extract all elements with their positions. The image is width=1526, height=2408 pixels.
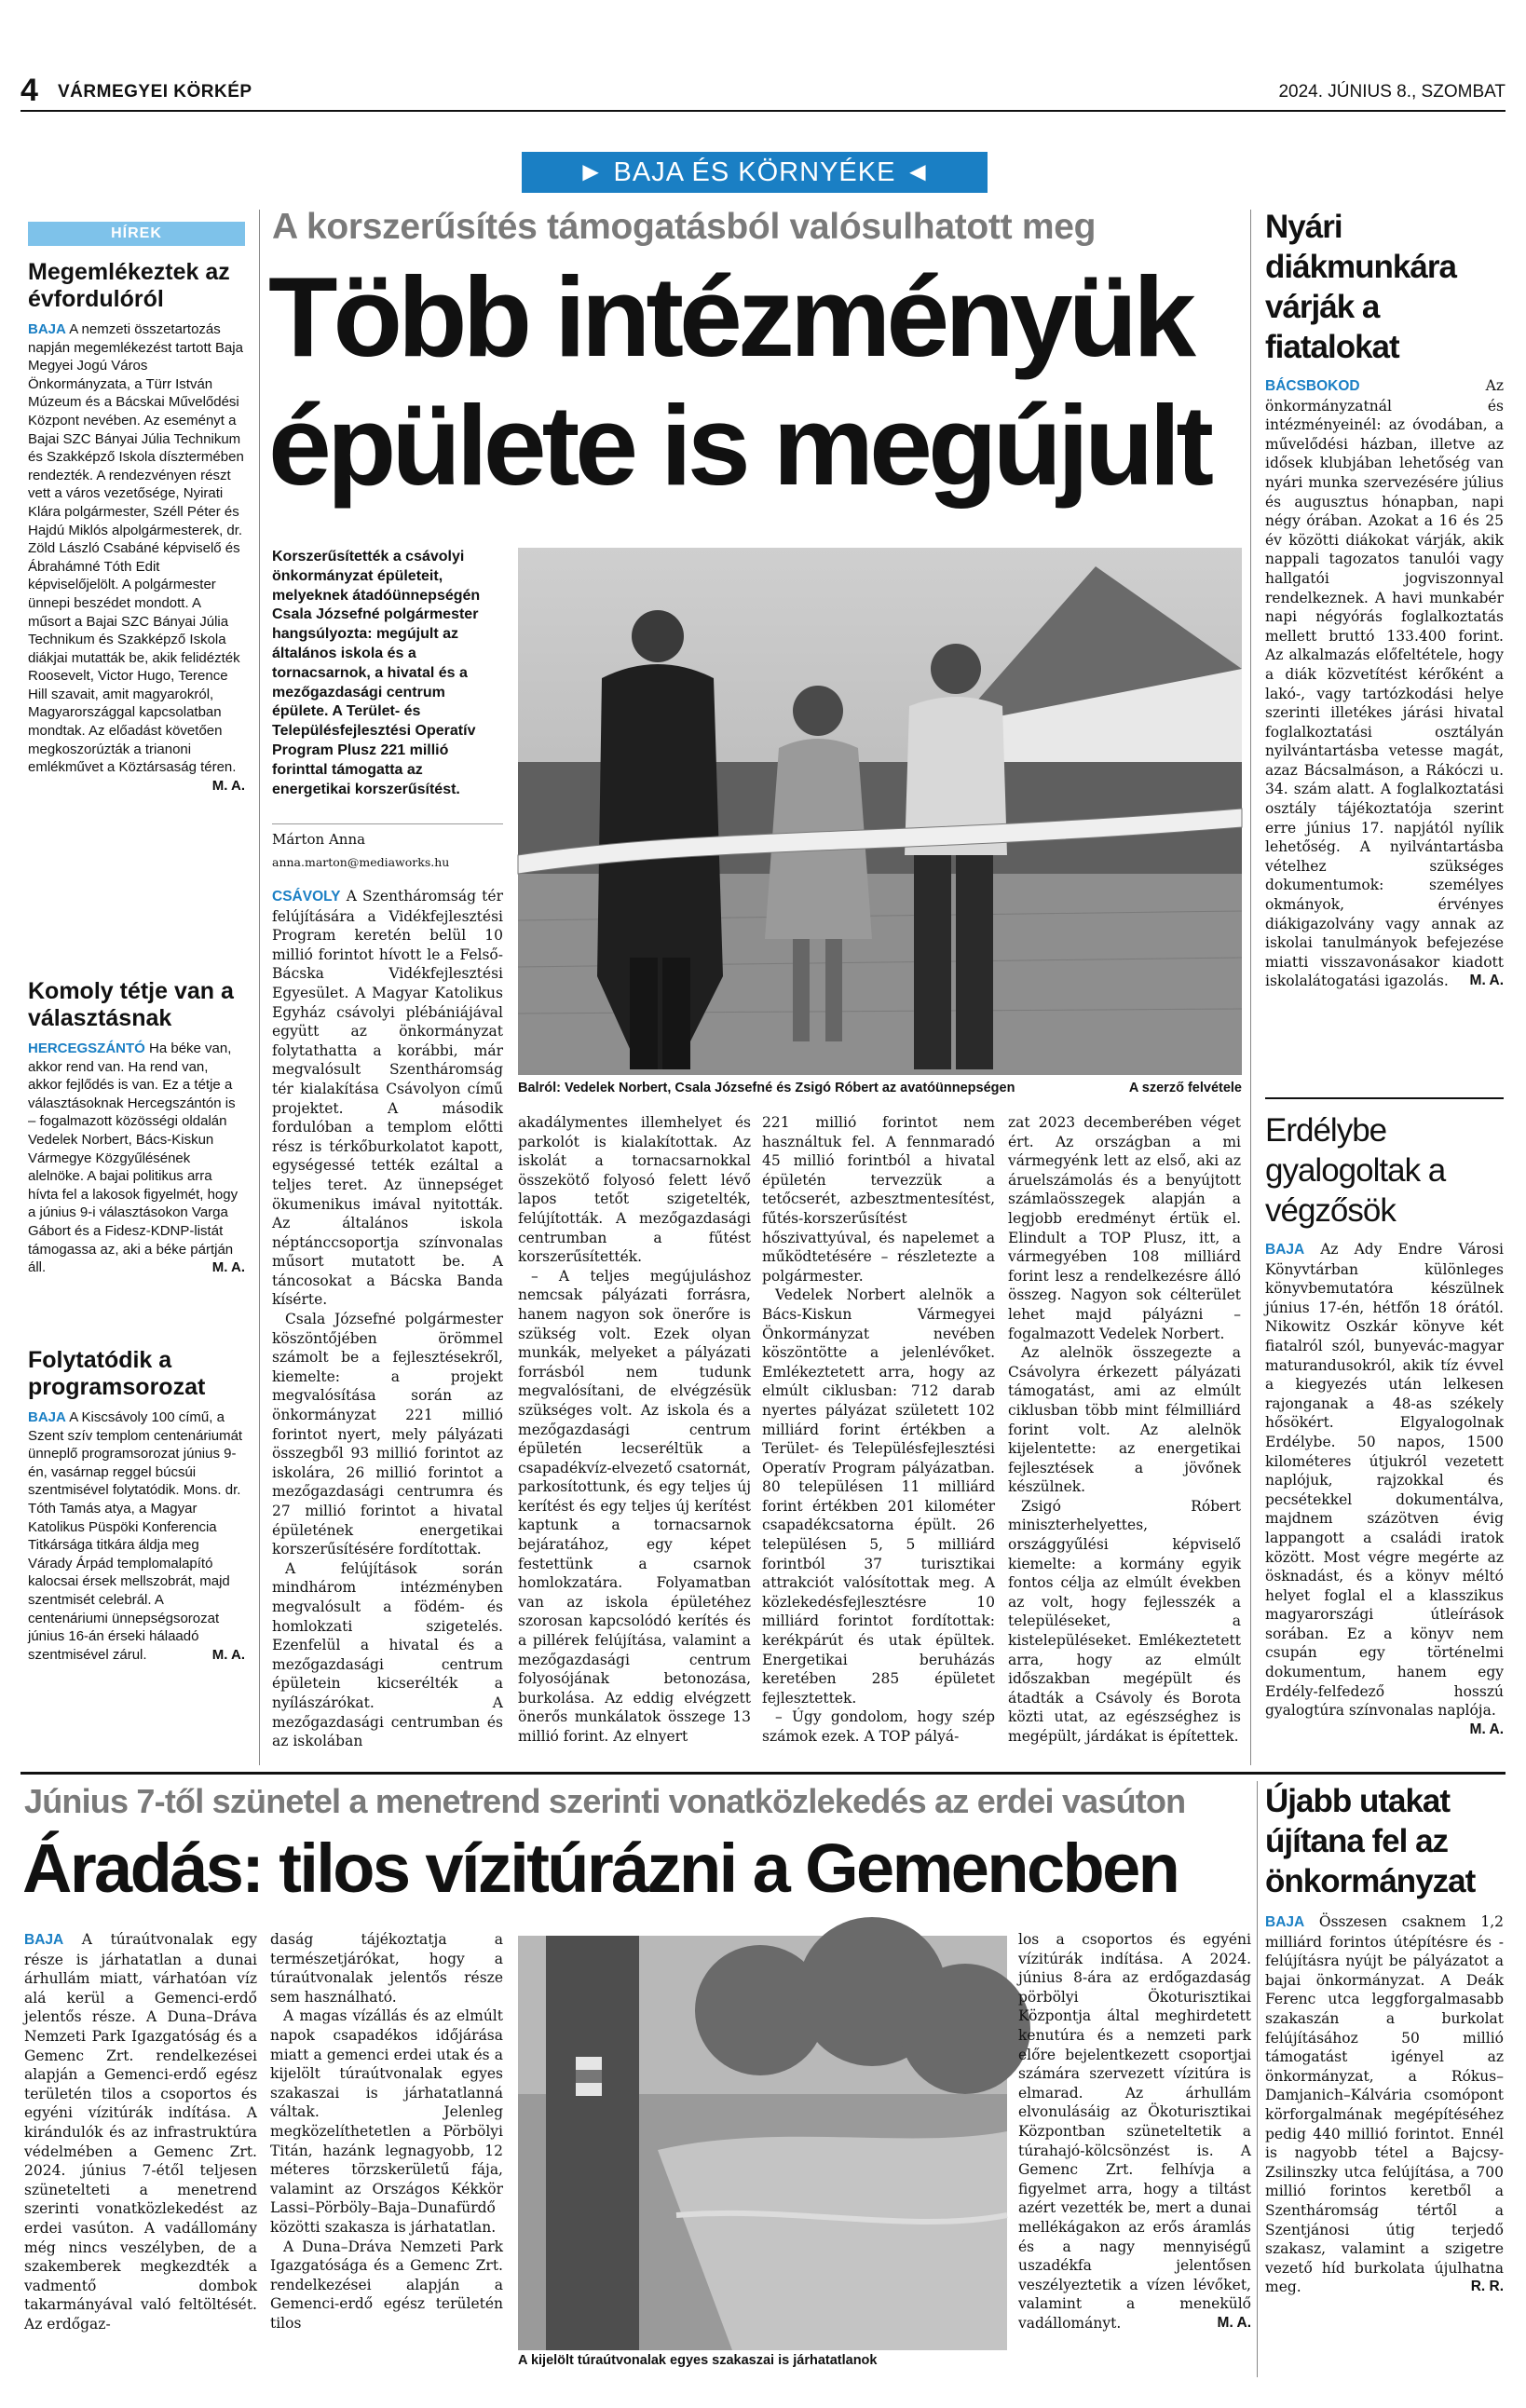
news-kicker: HERCEGSZÁNTÓ	[28, 1041, 145, 1056]
author-name: Márton Anna	[272, 831, 366, 848]
bottom-body-col2	[270, 1930, 503, 2396]
sidebar	[28, 222, 245, 1768]
paragraph: Vedelek Norbert alelnök a Bács-Kiskun Vármegyei Önkormányzat nevében köszöntötte a jelenlévőket. Emlékeztetett arra, hogy az elmúlt ciklusban: 712 darab nyertes pályázat született 102 milliárd forint értékben a Terület- és Településfejlesztési Operatív Program pályázatban. 80 településen 11 milliárd forint értékben 201 kilométer csapadékcsatorna épült. 26 településen 5, 5 milliárd forintból 37 turisztikai attrakciót valósítottak meg. A közlekedésfejlesztésre 10 milliárd forintot fordítottak: kerékpárút és utak épültek. Energetikai beruházás keretében 285 épületet fejlesztettek.	[762, 1286, 995, 1707]
article-kicker: BAJA	[1265, 1914, 1305, 1930]
section-divider	[20, 1772, 1506, 1775]
issue-date: 2024. JÚNIUS 8., SZOMBAT	[1278, 82, 1506, 102]
page-number: 4	[20, 73, 38, 108]
article-kicker: BÁCSBOKOD	[1265, 378, 1360, 394]
author-email: anna.marton@mediaworks.hu	[272, 855, 450, 869]
paragraph: Összesen csaknem 1,2 milliárd forintos útépítésre és -felújításra nyújt be pályázatot a bajai önkormányzat. A Deák Ferenc utca leggforgalmasabb szakaszán a burkolat felújításához 50 millió támogatást igényel az önkormányzat, a Rókus–Damjanich–Kálvária csomópont körforgalmának megépítéséhez pedig 440 millió forintot. Ennél is nagyobb tétel a Bajcsy-Zsilinszky utca felújítása, a 700 millió forintos keretből a Szentháromság tértől a Szentjánosi útig terjedő szakasz, valamint a szigetre vezető híd burkolata újulhatna meg.	[1265, 1913, 1504, 2296]
main-lead: Korszerűsítették a csávolyi önkormányzat épületeit, melyeknek átadóünnepségén Csala Józsefné polgármester hangsúlyozta: megújult az általános iskola és a tornacsarnok, a hivatal és a mezőgazdasági centrum épülete. A Terület- és Településfejlesztési Operatív Program Plusz 221 millió forinttal támogatta az energetikai korszerűsítést.	[272, 549, 481, 797]
main-photo	[518, 548, 1242, 1075]
news-kicker: BAJA	[28, 321, 66, 337]
article-signature: M. A.	[1217, 2314, 1251, 2331]
paragraph: A Szentháromság tér felújítására a Vidékfejlesztési Program keretén belül 10 millió forintot hívott le a Felső-Bácska Vidékfejlesztési Egyesület. A Magyar Katolikus Egyház csávolyi plébániájával együtt az önkormányzat folytathatta a korábbi, már megvalósult Szentháromság tér kialakítása Csávolyon című projektet. A második fordulóban a templom előtti rész is térkőburkolatot kapott, egységessé tették ezáltal a teljes teret. Az ünnepséget ökumenikus imával nyitották. Az általános iskola néptánccsoportja színvonalas műsort mutatott be. A táncosokat a Bácska Banda kísérte.	[272, 888, 503, 1309]
main-body-col2	[518, 1113, 751, 1745]
right-rule	[1265, 1097, 1504, 1099]
news-body: A Kiscsávoly 100 című, a Szent szív templom centenáriumát ünneplő programsorozat június 9-én, vasárnap reggel búcsúi szentmisével folytatódik. Mons. dr. Tóth Tamás atya, a Magyar Katolikus Püspöki Konferencia Titkársága titkára áldja meg Várady Árpád templomalapító kalocsai érsek mellszobrát, majd szentmisét celebrál. A centenáriumi ünnepségsorozat június 16-án érseki hálaadó szentmisével zárul.	[28, 1409, 243, 1663]
bottom-kicker-line: Június 7-től szünetel a menetrend szerinti vonatközlekedés az erdei vasúton	[24, 1782, 1186, 1820]
main-kicker-line: A korszerűsítés támogatásból valósulhatott meg	[272, 207, 1097, 247]
column-rule	[1257, 1781, 1258, 2377]
sidebar-news-item	[28, 965, 245, 1336]
header-rule	[20, 110, 1506, 112]
article-body	[1265, 376, 1504, 991]
paragraph: A túraútvonalak egy része is járhatatlan a dunai árhullám miatt, várhatóan víz alá kerül a Gemenci-erdő jelentős része. A Duna–Dráva Nemzeti Park Igazgatóság és a Gemenc Zrt. rendelkezései alapján a Gemenci-erdő egész területén tilos a csoportos és egyéni vízitúrák indítása. A kirándulók és az infrastruktúra védelmében a Gemenc Zrt. 2024. június 7-étől teljesen szünetelteti a menetrend szerinti vonatközlekedést az erdei vasúton. A vadállomány még nincs veszélyben, de a szakemberek megkezdték a vadmentő dombok takarmányával való feltöltését. Az erdőgaz-	[24, 1931, 257, 2333]
photo-credit: A szerző felvétele	[1128, 1081, 1242, 1095]
right-article-1	[1265, 207, 1504, 1087]
paragraph: Az önkormányzatnál és intézményeinél: az óvodában, a művelődési házban, illetve az idősek klubjában lehetőség van nyári munka szervezésére július és augusztus hónapban, napi négy órában. Azokat a 16 és 25 év közötti diákokat várják, akik nappali tagozatos tanulói vagy hallgatói jogviszonnyal rendelkeznek. A havi munkabér napi négyórás foglalkoztatás mellett bruttó 133.400 forint. Az alkalmazás előfeltétele, hogy a diák közvetítést kérőként a lakó-, vagy tartózkodási helye szerinti illetékes járási hivatal foglalkoztatási osztályán nyilvántartásba vetesse magát, azaz Bácsalmáson, a Rákóczi u. 34. szám alatt. A foglalkoztatási osztály tájékoztatója szerint erre június 17. napjától nyílik lehetőség. A nyilvántartásba vételhez szükséges dokumentumok: személyes okmányok, érvényes diákigazolvány vagy annak az iskolai tanulmányok befejezése miatti visszavonásakor kiadott iskolalátogatási igazolás.	[1265, 377, 1504, 990]
paragraph: – A teljes megújuláshoz nemcsak pályázati forrásra, hanem nagyon sok önerőre is szükség volt. Ezek olyan munkák, melyeket a pályázati forrásból nem tudunk megvalósítani, de elvégzésük szükséges volt. Az iskola és a mezőgazdasági centrum épületén lecseréltük a csapadékvíz-elvezető csatornát, parkosítottunk, és egy teljes új kerítést és egy teljes új kerítést kaptunk a tornacsarnok bejáratához, egy képet festettünk a csarnok homlokzatára. Folyamatban van az iskola épületéhez szorosan kapcsolódó kerítés és a pillérek felújítása, valamint a mezőgazdasági centrum folyosójának betonozása, burkolása. Az eddig elvégzett önerős munkálatok összege 13 millió forint. Az elnyert	[518, 1267, 751, 1745]
article-body	[1265, 1912, 1504, 2297]
news-title: Folytatódik a programsorozat	[28, 1347, 206, 1400]
main-body-col4	[1008, 1113, 1241, 1745]
lead-rule	[272, 823, 503, 824]
flooded-forest-photo	[518, 1936, 1007, 2350]
bottom-photo-caption: A kijelölt túraútvonalak egyes szakaszai is járhatatlanok	[518, 2353, 878, 2368]
ribbon-cutting-photo	[518, 548, 1242, 1075]
paragraph: – Úgy gondolom, hogy szép számok ezek. A TOP pályá-	[762, 1708, 995, 1745]
main-body-col1	[272, 887, 503, 1750]
news-title: Megemlékeztek az évfordulóról	[28, 259, 230, 312]
news-signature: M. A.	[211, 777, 245, 794]
sidebar-tag: HÍREK	[28, 222, 245, 246]
article-body	[1265, 1240, 1504, 1737]
article-signature: R. R.	[1470, 2279, 1504, 2295]
right-article-2	[1265, 1110, 1504, 1770]
article-title: Erdélybe gyalogoltak a végzősök	[1265, 1112, 1446, 1229]
sidebar-news-item	[28, 259, 245, 965]
page-header	[20, 73, 1506, 110]
main-body-col3	[762, 1113, 995, 1745]
main-kicker: CSÁVOLY	[272, 889, 341, 905]
news-signature: M. A.	[211, 1646, 245, 1663]
section-banner: ► BAJA ÉS KÖRNYÉKE ◄	[522, 152, 988, 193]
paragraph: Csala Józsefné polgármester köszöntőjében örömmel számolt be a fejlesztésekről, kiemelte: a projekt megvalósítása során az önkormányzat 221 millió forintot nyert, mely pályázati összegből 93 millió forintot az iskolára, 26 millió forintot a mezőgazdasági centrumra és 27 millió forintot a hivatal épületének energetikai korszerűsítésére fordítottak.	[272, 1311, 503, 1558]
article-title: Nyári diákmunkára várják a fiatalokat	[1265, 209, 1456, 365]
paragraph: A magas vízállás és az elmúlt napok csapadékos időjárása miatt a gemenci erdei utak és a kijelölt túraútvonalak egyes szakaszai is járhatatlanná váltak. Jelenleg megközelíthetetlen a Pörbölyi Titán, hazánk legnagyobb, 12 méteres törzskerületű fája, valamint az Országos Kékkör Lassi–Pörböly–Baja–Dunafürdő közötti szakasza is járhatatlan.	[270, 2007, 503, 2236]
paragraph: los a csoportos és egyéni vízitúrák indítása. A 2024. június 8-ára az erdőgazdaság pörbölyi Ökoturisztikai Központja által meghirdetett kenutúra és a nemzeti park előre bejelentkezett csoportjai számára szervezett vízitúra is elmarad. Az árhullám elvonulásáig az Ökoturisztikai Központban szüneteltetik a túrahajó-kölcsönzést is. A Gemenc Zrt. felhívja a figyelmet arra, hogy a tiltást azért vezették be, mert a dunai mellékágakon az erős áramlás és a nagy mennyiségű uszadékfa jelentősen veszélyeztetik a vízen lévőket, valamint a menekülő vadállományt.	[1018, 1931, 1251, 2332]
column-rule	[1250, 210, 1251, 1765]
news-body: A nemzeti összetartozás napján megemlékezést tartott Baja Megyei Jogú Város Önkormányzata, a Türr István Múzeum és a Bácskai Művelődési Központ nevében. Az eseményt a Bajai SZC Bányai Júlia Technikum és Szakképző Iskola dísztermében rendezték. A rendezvényen részt vett a város vezetősége, Nyirati Klára polgármester, Széll Péter és Hajdú Miklós alpolgármesterek, dr. Zöld László Csabáné képviselő és Ábrahámné Tóth Edit képviselőjelölt. A polgármester ünnepi beszédet mondott. A műsort a Bajai SZC Bányai Júlia Technikum és Szakképző Iskola diákjai mutatták be, akik felidézték Roosevelt, Victor Hugo, Terence Hill szavait, amit magyarokról, Magyarországgal kapcsolatban mondtak. Az előadást követően megkoszorúzták a trianoni emlékművet a Köztársaság téren.	[28, 321, 244, 776]
paragraph: A Duna–Dráva Nemzeti Park Igazgatósága és a Gemenc Zrt. rendelkezései alapján a Gemenci-erdő egész területén tilos	[270, 2238, 503, 2332]
bottom-headline: Áradás: tilos vízitúrázni a Gemencben	[22, 1830, 1179, 1907]
news-body: Ha béke van, akkor rend van. Ha rend van, akkor fejlődés is van. Ez a tétje a választásoknak Hercegszántón is – fogalmazott közösségi oldalán Vedelek Norbert, Bács-Kiskun Vármegye Közgyűlésének alelnöke. A bajai politikus arra hívta fel a lakosok figyelmét, hogy a június 9-i választásokon Varga Gábort és a Fidesz-KDNP-listát támogassa az, aki a béke pártján áll.	[28, 1041, 238, 1276]
right-article-3	[1265, 1781, 1504, 2377]
main-headline-2: épülete is megújult	[268, 382, 1209, 509]
news-signature: M. A.	[211, 1259, 245, 1276]
section-name: VÁRMEGYEI KÖRKÉP	[58, 82, 252, 102]
main-headline-1: Több intézményük	[268, 253, 1192, 380]
article-title: Újabb utakat újítana fel az önkormányzat	[1265, 1783, 1476, 1899]
bottom-body-col3	[1018, 1930, 1251, 2396]
paragraph: Zsigó Róbert miniszterhelyettes, országgyűlési képviselő kiemelte: a kormány egyik fontos célja az elmúlt években az volt, hogy fejlesszék a településeket, a kistelepüléseket. Emlékeztetett arra, hogy az elmúlt időszakban megépült és átadták a Csávoly és Borota közti utat, az egészséghez is megépült, járdákat is építettek.	[1008, 1497, 1241, 1745]
article-kicker: BAJA	[1265, 1242, 1305, 1258]
bottom-photo	[518, 1936, 1007, 2350]
bottom-body-col1	[24, 1930, 257, 2396]
article-signature: M. A.	[1469, 1721, 1504, 1737]
paragraph: A felújítások során mindhárom intézményben megvalósult a födém- és homlokzati szigetelés. Ezenfelül a hivatal és a mezőgazdasági centrum épületein kicserélték a nyílászárókat. A mezőgazdasági centrumban és az iskolában	[272, 1559, 503, 1750]
paragraph: daság tájékoztatja a természetjárókat, hogy a túraútvonalak jelentős része sem használható.	[270, 1931, 503, 2006]
paragraph: zat 2023 decemberében véget ért. Az országban a mi vármegyénk lett az első, aki az áruelszámolás és a benyújtott számlaösszegek alapján a legjobb eredményt értük el. Elindult a TOP Plusz, itt, a vármegyében 108 milliárd forint lesz a rendelkezésre álló összeg. Nagyon sok célterület lehet majd pályázni – fogalmazott Vedelek Norbert.	[1008, 1114, 1241, 1342]
paragraph: akadálymentes illemhelyet és parkolót is kialakítottak. Az iskolát a tornacsarnokkal összekötő folyosó felett lévő lapos tetőt szigetelték, felújították. A mezőgazdasági centrumban a fűtést korszerűsítették.	[518, 1114, 751, 1266]
column-rule	[259, 210, 260, 1765]
sidebar-news-item	[28, 1336, 245, 1755]
news-title: Komoly tétje van a választásnak	[28, 978, 234, 1031]
news-kicker: BAJA	[28, 1409, 66, 1425]
photo-caption: Balról: Vedelek Norbert, Csala Józsefné és Zsigó Róbert az avatóünnepségen	[518, 1081, 1015, 1095]
paragraph: 221 millió forintot nem használtuk fel. A fennmaradó 45 millió forintból a hivatal épületén tervezzük a tetőcserét, azbesztmentesítést, fűtés-korszerűsítést hőszivattyúval, és napelemet a működtetésére – részletezte a polgármester.	[762, 1114, 995, 1285]
article-signature: M. A.	[1469, 973, 1504, 989]
bottom-kicker: BAJA	[24, 1932, 64, 1948]
paragraph: Az alelnök összegezte a Csávolyra érkezett pályázati támogatást, ami az elmúlt ciklusban több mint félmilliárd forint volt. Az alelnök kijelentette: az energetikai fejlesztések a jövőnek készülnek.	[1008, 1344, 1241, 1496]
paragraph: Az Ady Endre Városi Könyvtárban különleges könyvbemutatóra készülnek június 17-én, hétfőn 18 órától. Nikowitz Oszkár könyve két fiatalról szól, bunyevác-magyar maturandusokról, akik tíz évvel a kiegyezés után lelkesen rajonganak a 48-as székely hősökért. Elgyalogolnak Erdélybe. 50 napos, 1500 kilométeres útjukról vezetett naplójuk, rajzokkal és pecsétekkel dokumentálva, majdnem százötven évig lappangott a családi iratok között. Most végre megérte az ösknadást, és a könyv méltó helyet foglal el a klasszikus magyarországi útleírások sorában. Ez a könyv nem csupán egy történelmi dokumentum, hanem egy Erdély-felfedező hosszú gyalogtúra színvonalas naplója.	[1265, 1241, 1504, 1720]
